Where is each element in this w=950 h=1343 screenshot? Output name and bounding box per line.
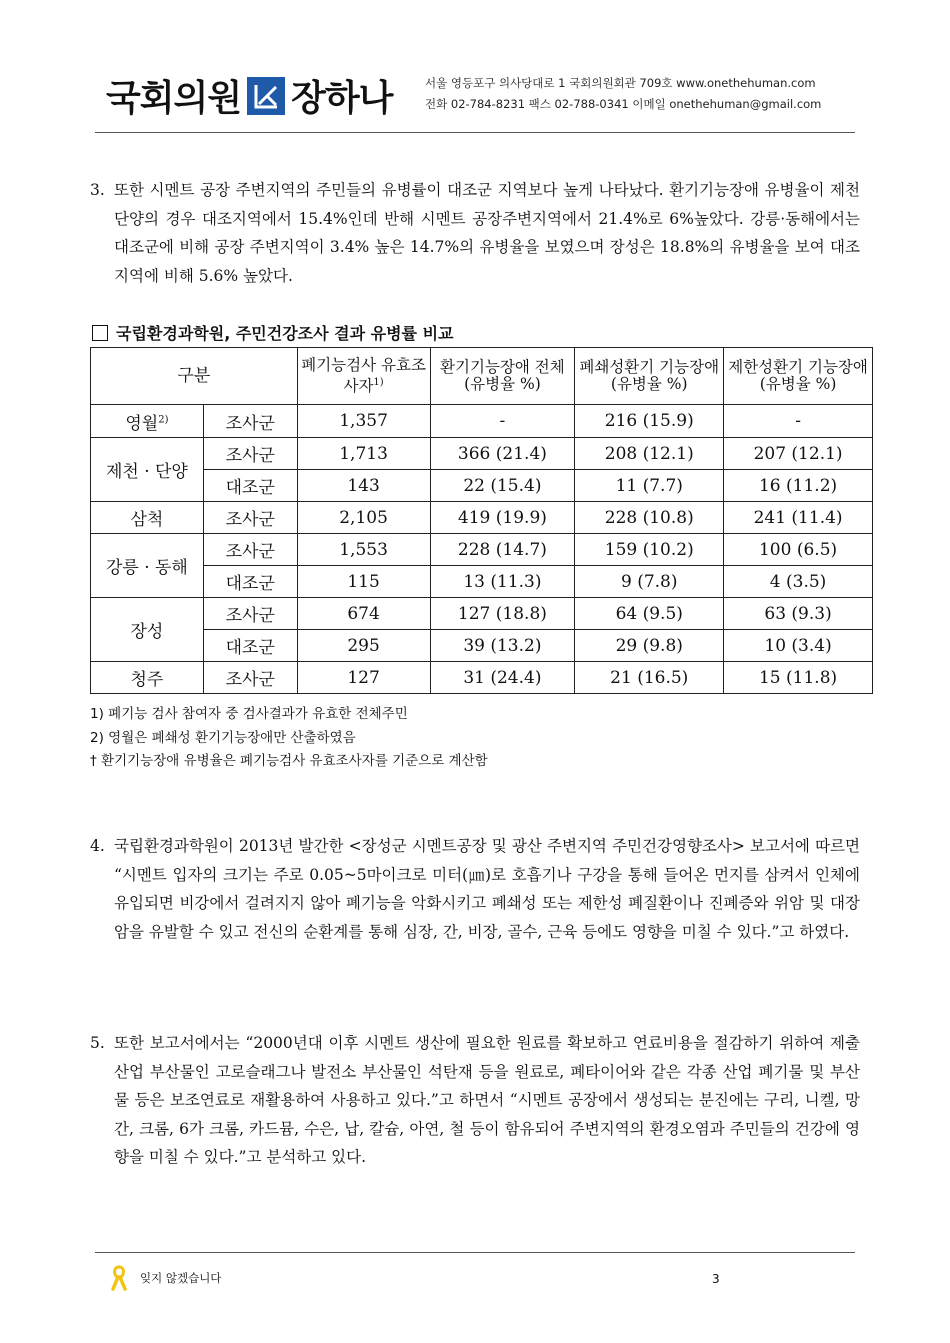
cell-c1: 295 — [297, 630, 430, 662]
note-item: 2) 영월은 폐쇄성 환기기능장애만 산출하였음 — [90, 729, 356, 746]
region-name: 제천 · 단양 — [91, 438, 204, 502]
group-cell: 조사군 — [203, 502, 297, 534]
header-phone-email: 전화 02-784-8231 팩스 02-788-0341 이메일 onethehuman@gmail.com — [425, 97, 822, 111]
logo-mark-icon — [247, 77, 285, 115]
cell-c1: 1,357 — [297, 405, 430, 438]
cell-c1: 143 — [297, 470, 430, 502]
table-title — [92, 321, 453, 344]
paragraph-text: 또한 시멘트 공장 주변지역의 주민들의 유병률이 대조군 지역보다 높게 나타났다. 환기기능장애 유병율이 제천단양의 경우 대조지역에서 15.4%인데 반해 시멘트 공장주변지역에서 21.4%로 6%높았다. 강릉·동해에서는 대조군에 비해 공장 주변지역이 3.4% 높은 14.7%의 유병율을 보였으며 장성은 18.8%의 유병율을 보여 대조지역에 비해 5.6% 높았다. — [114, 181, 860, 285]
header-address: 서울 영등포구 의사당대로 1 국회의원회관 709호 www.onethehuman.com — [425, 76, 816, 90]
paragraph-number: 5. — [90, 1034, 105, 1052]
cell-c3: 21 (16.5) — [575, 662, 724, 694]
group-cell: 대조군 — [203, 470, 297, 502]
header-category: 구분 — [91, 348, 298, 405]
cell-c4: 4 (3.5) — [724, 566, 873, 598]
table-notes — [90, 703, 488, 774]
logo-title-left: 국회의원 — [106, 78, 242, 119]
table-row — [91, 502, 873, 534]
cell-c4: 241 (11.4) — [724, 502, 873, 534]
header-restrictive: 제한성환기 기능장애 (유병율 %) — [724, 348, 873, 405]
page-number: 3 — [712, 1272, 720, 1286]
table-title-text: 국립환경과학원, 주민건강조사 결과 유병률 비교 — [116, 324, 454, 343]
group-cell: 대조군 — [203, 630, 297, 662]
footer-slogan: 잊지 않겠습니다 — [140, 1271, 222, 1285]
cell-c2: 127 (18.8) — [430, 598, 575, 630]
region-cell — [91, 405, 204, 438]
paragraph-number: 4. — [90, 837, 105, 855]
region-name: 장성 — [91, 598, 204, 662]
footnote-marker: 2) — [158, 413, 169, 425]
header-ventilation-total: 환기기능장애 전체 (유병율 %) — [430, 348, 575, 405]
note-item: † 환기기능장애 유병율은 폐기능검사 유효조사자를 기준으로 계산함 — [90, 753, 488, 769]
cell-c1: 2,105 — [297, 502, 430, 534]
table-row — [91, 566, 873, 598]
table-row — [91, 534, 873, 566]
group-cell: 조사군 — [203, 405, 297, 438]
paragraph-text: 국립환경과학원이 2013년 발간한 <장성군 시멘트공장 및 광산 주변지역 주민건강영향조사> 보고서에 따르면 “시멘트 입자의 크기는 주로 0.05~5마이크로 미터(㎛)로 호흡기나 구강을 통해 들어온 먼지를 삼켜서 인체에 유입되면 비강에서 걸려지지 않아 폐기능을 악화시키고 폐쇄성 또는 제한성 폐질환이나 진폐증와 위암 및 대장암을 유발할 수 있고 전신의 순환계를 통해 심장, 간, 비장, 골수, 근육 등에도 영향을 미칠 수 있다.”고 하였다. — [114, 837, 860, 941]
cell-c2: 419 (19.9) — [430, 502, 575, 534]
cell-c1: 1,713 — [297, 438, 430, 470]
cell-c2: - — [430, 405, 575, 438]
cell-c1: 674 — [297, 598, 430, 630]
table-row — [91, 662, 873, 694]
cell-c3: 29 (9.8) — [575, 630, 724, 662]
cell-c2: 228 (14.7) — [430, 534, 575, 566]
cell-c3: 159 (10.2) — [575, 534, 724, 566]
cell-c3: 208 (12.1) — [575, 438, 724, 470]
logo-title-right: 장하나 — [291, 78, 393, 119]
table-row — [91, 405, 873, 438]
cell-c3: 228 (10.8) — [575, 502, 724, 534]
header-contact — [425, 73, 821, 115]
cell-c3: 64 (9.5) — [575, 598, 724, 630]
cell-c3: 216 (15.9) — [575, 405, 724, 438]
region-name: 청주 — [91, 662, 204, 694]
footnote-marker: 1) — [373, 376, 384, 388]
region-name: 영월 — [125, 413, 159, 434]
cell-c2: 22 (15.4) — [430, 470, 575, 502]
cell-c4: 16 (11.2) — [724, 470, 873, 502]
group-cell: 조사군 — [203, 598, 297, 630]
cell-c4: 100 (6.5) — [724, 534, 873, 566]
cell-c4: 63 (9.3) — [724, 598, 873, 630]
table-row — [91, 470, 873, 502]
header-logo — [106, 70, 392, 121]
group-cell: 조사군 — [203, 438, 297, 470]
header-obstructive: 폐쇄성환기 기능장애 (유병율 %) — [575, 348, 724, 405]
cell-c1: 1,553 — [297, 534, 430, 566]
cell-c1: 127 — [297, 662, 430, 694]
paragraph-3 — [90, 176, 860, 290]
note-item: 1) 폐기능 검사 참여자 중 검사결과가 유효한 전체주민 — [90, 706, 408, 722]
paragraph-5 — [90, 1029, 860, 1172]
region-name: 삼척 — [91, 502, 204, 534]
cell-c4: 207 (12.1) — [724, 438, 873, 470]
cell-c4: - — [724, 405, 873, 438]
cell-c3: 11 (7.7) — [575, 470, 724, 502]
cell-c3: 9 (7.8) — [575, 566, 724, 598]
cell-c2: 39 (13.2) — [430, 630, 575, 662]
cell-c2: 31 (24.4) — [430, 662, 575, 694]
cell-c4: 15 (11.8) — [724, 662, 873, 694]
header-divider — [95, 132, 855, 133]
table-row — [91, 598, 873, 630]
group-cell: 조사군 — [203, 662, 297, 694]
table-row — [91, 630, 873, 662]
paragraph-text: 또한 보고서에서는 “2000년대 이후 시멘트 생산에 필요한 원료를 확보하고 연료비용을 절감하기 위하여 제출산업 부산물인 고로슬래그나 발전소 부산물인 석탄재 등을 원료로, 폐타이어와 같은 각종 산업 폐기물 및 부산물 등은 보조연료로 재활용하여 사용하고 있다.”고 하면서 “시멘트 공장에서 생성되는 분진에는 구리, 니켈, 망간, 크롬, 6가 크롬, 카드뮴, 수은, 납, 칼슘, 아연, 철 등이 함유되어 주변지역의 환경오염과 주민들의 건강에 영향을 미칠 수 있다.”고 분석하고 있다. — [114, 1034, 860, 1166]
footer-divider — [95, 1252, 855, 1253]
table-row — [91, 438, 873, 470]
footer — [110, 1265, 221, 1291]
yellow-ribbon-icon — [110, 1265, 128, 1291]
prevalence-table — [90, 347, 873, 694]
group-cell: 조사군 — [203, 534, 297, 566]
checkbox-square-icon — [92, 325, 108, 341]
header-valid-subjects — [297, 348, 430, 405]
region-name: 강릉 · 동해 — [91, 534, 204, 598]
paragraph-number: 3. — [90, 181, 105, 199]
header-valid-subjects-text: 폐기능검사 유효조사자 — [301, 355, 426, 396]
cell-c1: 115 — [297, 566, 430, 598]
group-cell: 대조군 — [203, 566, 297, 598]
cell-c4: 10 (3.4) — [724, 630, 873, 662]
cell-c2: 366 (21.4) — [430, 438, 575, 470]
paragraph-4 — [90, 832, 860, 946]
table-header-row — [91, 348, 873, 405]
cell-c2: 13 (11.3) — [430, 566, 575, 598]
